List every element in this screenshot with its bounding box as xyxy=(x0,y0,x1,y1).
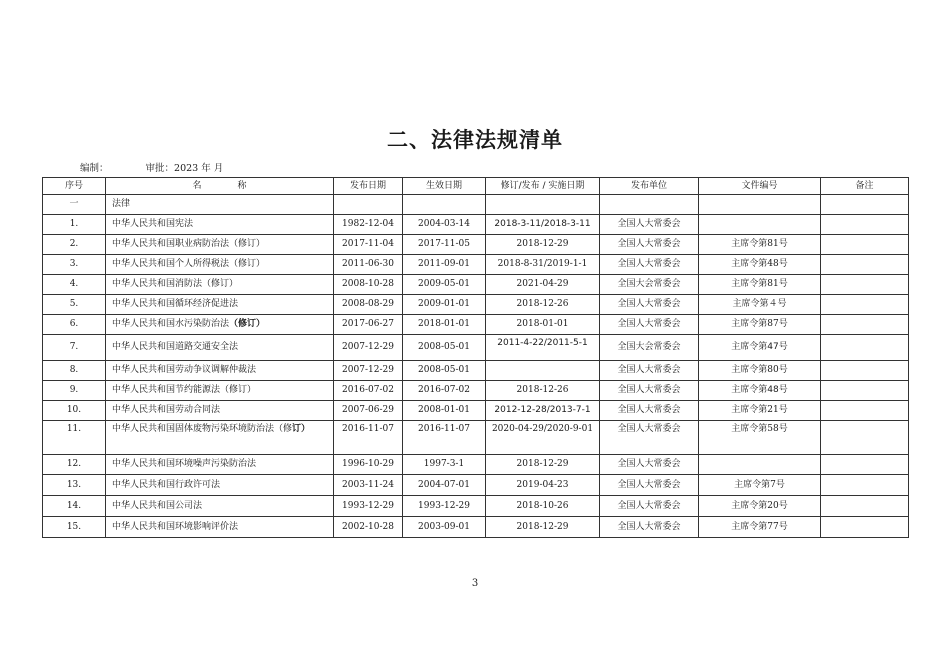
cell-rev: 2018-01-01 xyxy=(486,315,600,335)
cell-no: 2. xyxy=(43,235,106,255)
cell-doc: 主席令第４号 xyxy=(699,295,821,315)
cell-name-suffix: 订） xyxy=(292,424,311,434)
cell-unit: 全国人大常委会 xyxy=(600,215,699,235)
cell-doc: 主席令第48号 xyxy=(699,255,821,275)
cell-name-suffix: （修订） xyxy=(229,319,266,329)
laws-table xyxy=(42,177,909,538)
cell-pub: 1982-12-04 xyxy=(334,215,403,235)
table-row xyxy=(43,235,909,255)
empty-cell xyxy=(821,195,909,215)
table-row xyxy=(43,361,909,381)
cell-pub: 2017-11-04 xyxy=(334,235,403,255)
cell-eff: 1997-3-1 xyxy=(403,455,486,475)
cell-note xyxy=(821,381,909,401)
cell-no: 1. xyxy=(43,215,106,235)
table-row xyxy=(43,255,909,275)
header-pub-date: 发布日期 xyxy=(334,178,403,195)
cell-eff: 2004-03-14 xyxy=(403,215,486,235)
cell-no: 7. xyxy=(43,335,106,361)
cell-note xyxy=(821,255,909,275)
meta-line xyxy=(80,160,257,174)
cell-note xyxy=(821,295,909,315)
cell-doc: 主席令第58号 xyxy=(699,421,821,455)
cell-pub: 2016-07-02 xyxy=(334,381,403,401)
table-row xyxy=(43,455,909,475)
table-row xyxy=(43,421,909,455)
header-rev-date: 修订/发布 / 实施日期 xyxy=(486,178,600,195)
cell-name: 中华人民共和国循环经济促进法 xyxy=(106,295,334,315)
cell-name: 中华人民共和国行政许可法 xyxy=(106,475,334,496)
cell-rev: 2018-3-11/2018-3-11 xyxy=(486,215,600,235)
cell-name: 中华人民共和国消防法（修订） xyxy=(106,275,334,295)
cell-unit: 全国人大常委会 xyxy=(600,381,699,401)
page-number: 3 xyxy=(471,578,479,589)
cell-doc: 主席令第77号 xyxy=(699,517,821,538)
cell-rev: 2018-12-29 xyxy=(486,517,600,538)
table-row xyxy=(43,475,909,496)
cell-pub: 1993-12-29 xyxy=(334,496,403,517)
cell-doc: 主席令第48号 xyxy=(699,381,821,401)
cell-doc xyxy=(699,215,821,235)
cell-note xyxy=(821,275,909,295)
cell-name: 中华人民共和国宪法 xyxy=(106,215,334,235)
cell-no: 14. xyxy=(43,496,106,517)
header-note: 备注 xyxy=(821,178,909,195)
cell-unit: 全国人大常委会 xyxy=(600,475,699,496)
header-unit: 发布单位 xyxy=(600,178,699,195)
cell-eff: 2016-11-07 xyxy=(403,421,486,455)
cell-unit: 全国人大常委会 xyxy=(600,255,699,275)
cell-note xyxy=(821,335,909,361)
cell-unit: 全国人大常委会 xyxy=(600,496,699,517)
cell-doc: 主席令第80号 xyxy=(699,361,821,381)
cell-pub: 1996-10-29 xyxy=(334,455,403,475)
empty-cell xyxy=(403,195,486,215)
cell-rev: 2018-12-26 xyxy=(486,381,600,401)
cell-name: 中华人民共和国节约能源法（修订） xyxy=(106,381,334,401)
page-title: 二、法律法规清单 xyxy=(387,128,563,152)
cell-pub: 2002-10-28 xyxy=(334,517,403,538)
table-row xyxy=(43,335,909,361)
cell-unit: 全国人大常委会 xyxy=(600,235,699,255)
section-name: 法律 xyxy=(106,195,334,215)
cell-rev: 2011-4-22/2011-5-1 xyxy=(486,335,600,361)
cell-eff: 2008-05-01 xyxy=(403,361,486,381)
cell-doc: 主席令第47号 xyxy=(699,335,821,361)
cell-name: 中华人民共和国道路交通安全法 xyxy=(106,335,334,361)
cell-rev: 2018-10-26 xyxy=(486,496,600,517)
header-row xyxy=(43,178,909,195)
header-name: 名 称 xyxy=(106,178,334,195)
cell-pub: 2007-12-29 xyxy=(334,361,403,381)
table-row xyxy=(43,275,909,295)
cell-rev: 2018-12-29 xyxy=(486,235,600,255)
cell-name: 中华人民共和国个人所得税法（修订） xyxy=(106,255,334,275)
empty-cell xyxy=(699,195,821,215)
cell-pub: 2008-08-29 xyxy=(334,295,403,315)
cell-unit: 全国人大常委会 xyxy=(600,361,699,381)
table-row xyxy=(43,295,909,315)
cell-rev: 2021-04-29 xyxy=(486,275,600,295)
cell-pub: 2017-06-27 xyxy=(334,315,403,335)
approval-label: 审批：2023 年 月 xyxy=(145,163,224,174)
cell-name-text: 中华人民共和国固体废物污染环境防治法（修 xyxy=(112,424,293,434)
table-row xyxy=(43,381,909,401)
cell-no: 3. xyxy=(43,255,106,275)
cell-unit: 全国大会常委会 xyxy=(600,275,699,295)
cell-unit: 全国大会常委会 xyxy=(600,335,699,361)
empty-cell xyxy=(334,195,403,215)
cell-unit: 全国人大常委会 xyxy=(600,401,699,421)
cell-rev: 2018-12-26 xyxy=(486,295,600,315)
cell-note xyxy=(821,496,909,517)
cell-eff: 2003-09-01 xyxy=(403,517,486,538)
cell-doc: 主席令第87号 xyxy=(699,315,821,335)
cell-note xyxy=(821,215,909,235)
cell-note xyxy=(821,315,909,335)
cell-note xyxy=(821,475,909,496)
cell-note xyxy=(821,235,909,255)
cell-doc: 主席令第21号 xyxy=(699,401,821,421)
cell-name: 中华人民共和国环境噪声污染防治法 xyxy=(106,455,334,475)
cell-pub: 2003-11-24 xyxy=(334,475,403,496)
cell-name: 中华人民共和国环境影响评价法 xyxy=(106,517,334,538)
cell-eff: 2009-01-01 xyxy=(403,295,486,315)
cell-eff: 2016-07-02 xyxy=(403,381,486,401)
empty-cell xyxy=(486,195,600,215)
section-row xyxy=(43,195,909,215)
cell-no: 4. xyxy=(43,275,106,295)
cell-no: 11. xyxy=(43,421,106,455)
cell-no: 6. xyxy=(43,315,106,335)
cell-no: 8. xyxy=(43,361,106,381)
cell-rev: 2020-04-29/2020-9-01 xyxy=(486,421,600,455)
cell-unit: 全国人大常委会 xyxy=(600,295,699,315)
cell-rev: 2019-04-23 xyxy=(486,475,600,496)
cell-eff: 2004-07-01 xyxy=(403,475,486,496)
cell-no: 15. xyxy=(43,517,106,538)
cell-note xyxy=(821,361,909,381)
cell-no: 13. xyxy=(43,475,106,496)
cell-eff: 2017-11-05 xyxy=(403,235,486,255)
cell-doc: 主席令第20号 xyxy=(699,496,821,517)
cell-eff: 2008-05-01 xyxy=(403,335,486,361)
cell-rev: 2018-12-29 xyxy=(486,455,600,475)
cell-no: 9. xyxy=(43,381,106,401)
cell-doc: 主席令第7号 xyxy=(699,475,821,496)
table-row xyxy=(43,496,909,517)
cell-no: 5. xyxy=(43,295,106,315)
cell-no: 12. xyxy=(43,455,106,475)
header-eff-date: 生效日期 xyxy=(403,178,486,195)
cell-pub: 2008-10-28 xyxy=(334,275,403,295)
cell-no: 10. xyxy=(43,401,106,421)
cell-note xyxy=(821,517,909,538)
cell-doc: 主席令第81号 xyxy=(699,275,821,295)
cell-pub: 2007-06-29 xyxy=(334,401,403,421)
empty-cell xyxy=(600,195,699,215)
cell-doc: 主席令第81号 xyxy=(699,235,821,255)
section-no: 一 xyxy=(43,195,106,215)
editor-label: 编制： xyxy=(80,163,109,174)
cell-eff: 1993-12-29 xyxy=(403,496,486,517)
cell-name: 中华人民共和国劳动争议调解仲裁法 xyxy=(106,361,334,381)
cell-unit: 全国人大常委会 xyxy=(600,421,699,455)
cell-rev: 2012-12-28/2013-7-1 xyxy=(486,401,600,421)
cell-eff: 2011-09-01 xyxy=(403,255,486,275)
cell-name: 中华人民共和国职业病防治法（修订） xyxy=(106,235,334,255)
cell-name xyxy=(106,421,334,455)
cell-name-text: 中华人民共和国水污染防治法 xyxy=(112,319,230,329)
cell-unit: 全国人大常委会 xyxy=(600,517,699,538)
cell-name: 中华人民共和国劳动合同法 xyxy=(106,401,334,421)
cell-note xyxy=(821,455,909,475)
cell-pub: 2016-11-07 xyxy=(334,421,403,455)
cell-eff: 2008-01-01 xyxy=(403,401,486,421)
cell-note xyxy=(821,401,909,421)
cell-rev xyxy=(486,361,600,381)
cell-pub: 2011-06-30 xyxy=(334,255,403,275)
table-row xyxy=(43,215,909,235)
cell-eff: 2018-01-01 xyxy=(403,315,486,335)
cell-unit: 全国人大常委会 xyxy=(600,455,699,475)
cell-eff: 2009-05-01 xyxy=(403,275,486,295)
cell-note xyxy=(821,421,909,455)
cell-name xyxy=(106,315,334,335)
cell-name: 中华人民共和国公司法 xyxy=(106,496,334,517)
cell-unit: 全国人大常委会 xyxy=(600,315,699,335)
table-row xyxy=(43,315,909,335)
header-doc-no: 文件编号 xyxy=(699,178,821,195)
table-row xyxy=(43,517,909,538)
cell-pub: 2007-12-29 xyxy=(334,335,403,361)
cell-rev: 2018-8-31/2019-1-1 xyxy=(486,255,600,275)
cell-doc xyxy=(699,455,821,475)
header-no: 序号 xyxy=(43,178,106,195)
table-row xyxy=(43,401,909,421)
